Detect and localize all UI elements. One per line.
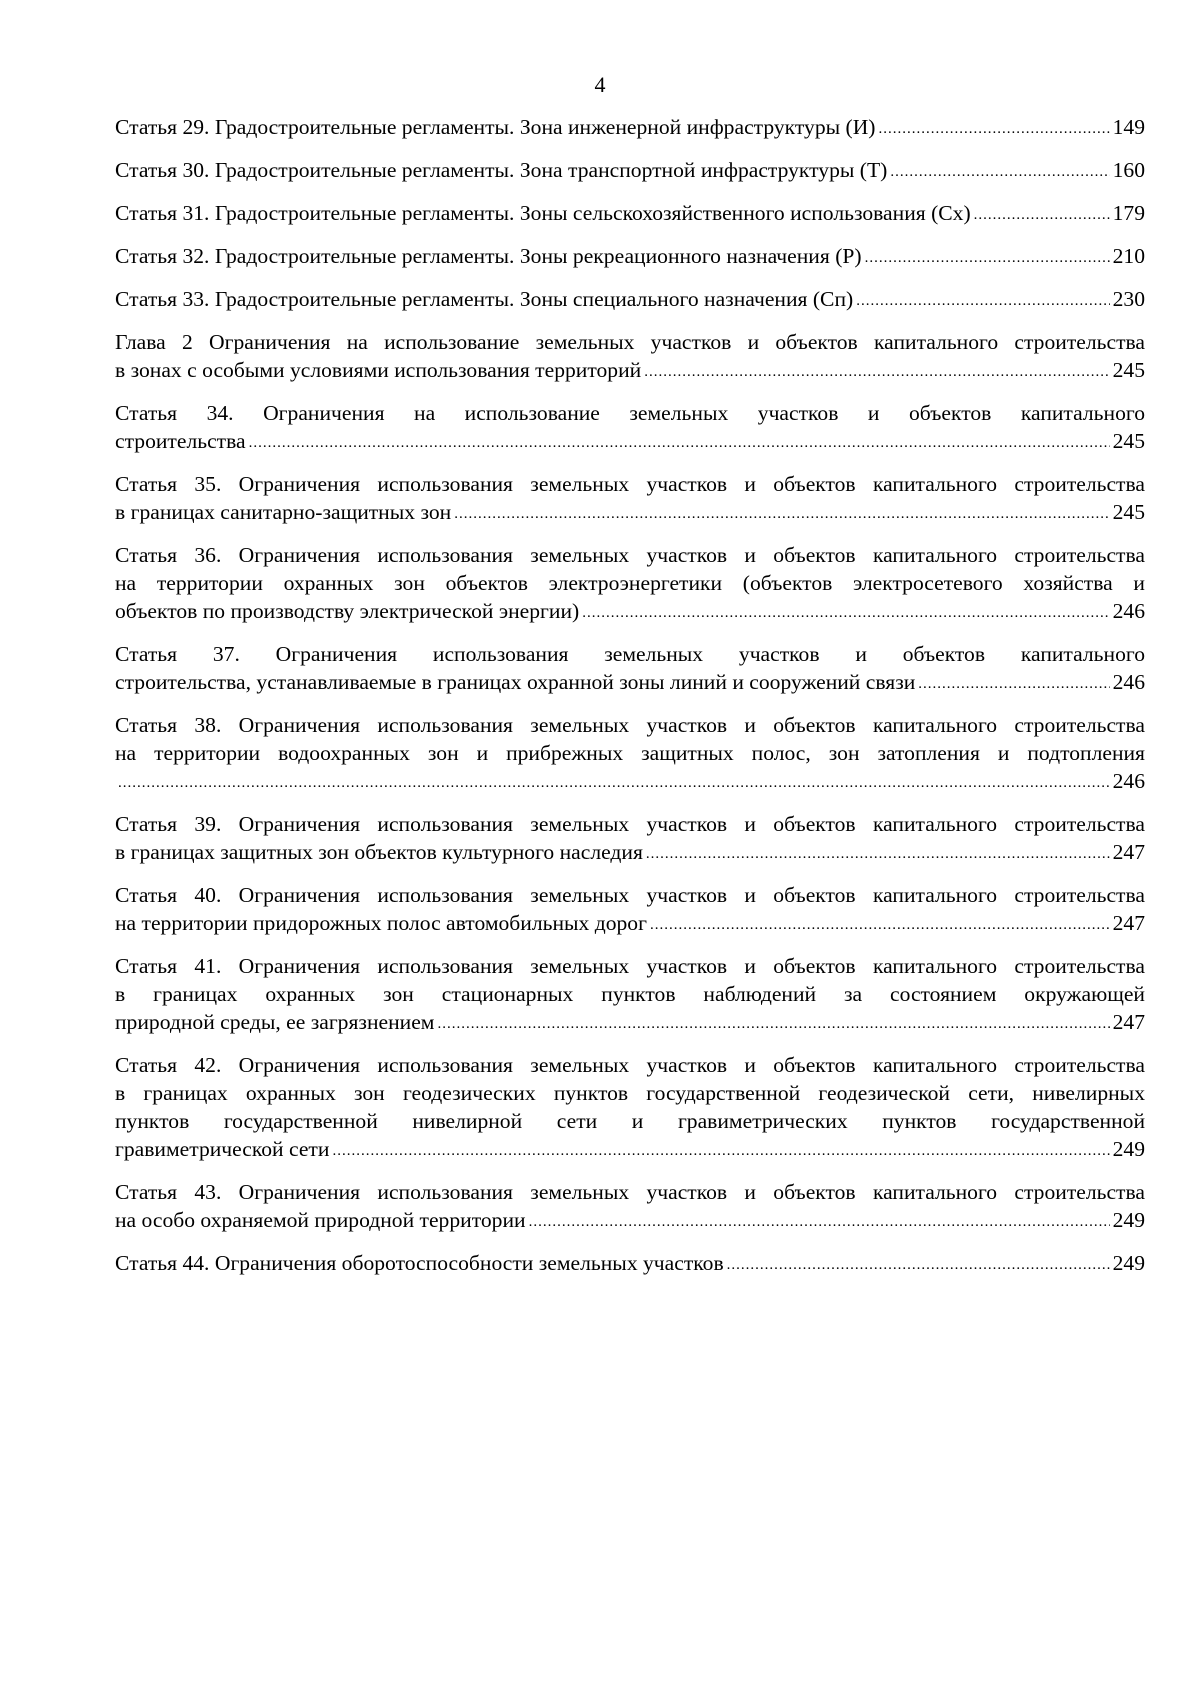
toc-entry-text: природной среды, ее загрязнением (115, 1010, 435, 1034)
toc-entry[interactable] (115, 399, 1145, 458)
toc-entry-line: Статья 42. Ограничения использования земельных участков и объектов капитального строительства (115, 1053, 1145, 1077)
toc-entry[interactable] (115, 541, 1145, 628)
toc-entry-text: в границах санитарно-защитных зон (115, 500, 452, 524)
toc-page-number: 246 (1112, 670, 1145, 694)
dot-leader (437, 1010, 1109, 1038)
toc-entry[interactable] (115, 285, 1145, 316)
toc-entry-line: пунктов государственной нивелирной сети и гравиметрических пунктов государственной (115, 1109, 1145, 1133)
toc-entry-line: Статья 34. Ограничения на использование земельных участков и объектов капитального (115, 401, 1145, 425)
toc-entry-text: Статья 29. Градостроительные регламенты. Зона инженерной инфраструктуры (И) (115, 115, 876, 139)
toc-entry-last-line (115, 356, 1145, 387)
toc-entry-text: в зонах с особыми условиями использования территорий (115, 358, 642, 382)
table-of-contents (115, 113, 1145, 1292)
dot-leader (974, 201, 1110, 229)
toc-entry[interactable] (115, 810, 1145, 869)
page-number: 4 (594, 72, 606, 97)
toc-entry-line: Статья 35. Ограничения использования земельных участков и объектов капитального строительства (115, 472, 1145, 496)
toc-page-number: 247 (1112, 840, 1145, 864)
toc-entry-line: Глава 2 Ограничения на использование земельных участков и объектов капитального строительства (115, 330, 1145, 354)
toc-entry-text: строительства (115, 429, 246, 453)
toc-entry[interactable] (115, 952, 1145, 1039)
toc-entry-last-line (115, 838, 1145, 869)
dot-leader (865, 244, 1110, 272)
toc-entry-last-line (115, 1008, 1145, 1039)
toc-page-number: 246 (1112, 599, 1145, 623)
toc-page-number: 149 (1112, 115, 1145, 139)
toc-entry-text: Статья 32. Градостроительные регламенты. Зоны рекреационного назначения (Р) (115, 244, 862, 268)
dot-leader (644, 358, 1109, 386)
toc-entry-line: на территории охранных зон объектов электроэнергетики (объектов электросетевого хозяйства и (115, 571, 1145, 595)
toc-entry-line: Статья 39. Ограничения использования земельных участков и объектов капитального строительства (115, 812, 1145, 836)
toc-entry-last-line (115, 427, 1145, 458)
dot-leader (727, 1251, 1110, 1279)
toc-entry-line: Статья 43. Ограничения использования земельных участков и объектов капитального строительства (115, 1180, 1145, 1204)
toc-entry-last-line (115, 156, 1145, 187)
toc-entry-text: на особо охраняемой природной территории (115, 1208, 526, 1232)
dot-leader (332, 1137, 1109, 1165)
toc-page-number: 246 (1112, 769, 1145, 793)
toc-entry-text: строительства, устанавливаемые в границах охранной зоны линий и сооружений связи (115, 670, 916, 694)
toc-entry-text: в границах защитных зон объектов культурного наследия (115, 840, 643, 864)
toc-entry-last-line (115, 909, 1145, 940)
toc-page-number: 247 (1112, 911, 1145, 935)
toc-entry-last-line (115, 1249, 1145, 1280)
toc-page-number: 210 (1112, 244, 1145, 268)
toc-entry-text: Статья 44. Ограничения оборотоспособности земельных участков (115, 1251, 724, 1275)
toc-entry[interactable] (115, 199, 1145, 230)
toc-entry-last-line (115, 668, 1145, 699)
toc-page-number: 249 (1112, 1208, 1145, 1232)
toc-entry[interactable] (115, 1178, 1145, 1237)
toc-page-number: 230 (1112, 287, 1145, 311)
toc-entry-last-line (115, 597, 1145, 628)
dot-leader (582, 599, 1109, 627)
toc-entry[interactable] (115, 1051, 1145, 1166)
dot-leader (249, 429, 1110, 457)
toc-entry-line: в границах охранных зон геодезических пунктов государственной геодезической сети, нивелирных (115, 1081, 1145, 1105)
toc-entry-last-line (115, 1135, 1145, 1166)
toc-entry-line: в границах охранных зон стационарных пунктов наблюдений за состоянием окружающей (115, 982, 1145, 1006)
toc-entry-text: Статья 31. Градостроительные регламенты. Зоны сельскохозяйственного использования (Сх) (115, 201, 971, 225)
dot-leader (454, 500, 1109, 528)
toc-entry-last-line (115, 242, 1145, 273)
dot-leader (856, 287, 1109, 315)
toc-page-number: 179 (1112, 201, 1145, 225)
dot-leader (118, 769, 1110, 797)
toc-entry-last-line (115, 767, 1145, 798)
dot-leader (879, 115, 1110, 143)
dot-leader (918, 670, 1109, 698)
toc-page-number: 245 (1112, 358, 1145, 382)
toc-entry-last-line (115, 1206, 1145, 1237)
toc-page-number: 249 (1112, 1137, 1145, 1161)
toc-entry-text: объектов по производству электрической энергии) (115, 599, 580, 623)
toc-entry-line: Статья 41. Ограничения использования земельных участков и объектов капитального строительства (115, 954, 1145, 978)
toc-entry-last-line (115, 498, 1145, 529)
toc-entry-last-line (115, 285, 1145, 316)
toc-entry[interactable] (115, 1249, 1145, 1280)
toc-page-number: 247 (1112, 1010, 1145, 1034)
toc-entry-text: Статья 33. Градостроительные регламенты. Зоны специального назначения (Сп) (115, 287, 854, 311)
toc-page-number: 245 (1112, 429, 1145, 453)
toc-entry[interactable] (115, 156, 1145, 187)
toc-entry-last-line (115, 113, 1145, 144)
toc-entry-last-line (115, 199, 1145, 230)
toc-entry[interactable] (115, 711, 1145, 798)
toc-entry[interactable] (115, 328, 1145, 387)
toc-entry-line: на территории водоохранных зон и прибрежных защитных полос, зон затопления и подтопления (115, 741, 1145, 765)
toc-entry-text: на территории придорожных полос автомобильных дорог (115, 911, 647, 935)
toc-page-number: 245 (1112, 500, 1145, 524)
dot-leader (646, 840, 1110, 868)
toc-entry-line: Статья 40. Ограничения использования земельных участков и объектов капитального строительства (115, 883, 1145, 907)
toc-page-number: 160 (1112, 158, 1145, 182)
toc-page-number: 249 (1112, 1251, 1145, 1275)
toc-entry[interactable] (115, 113, 1145, 144)
toc-entry-text: гравиметрической сети (115, 1137, 330, 1161)
toc-entry[interactable] (115, 640, 1145, 699)
toc-entry[interactable] (115, 470, 1145, 529)
toc-entry-line: Статья 37. Ограничения использования земельных участков и объектов капитального (115, 642, 1145, 666)
toc-entry-text: Статья 30. Градостроительные регламенты. Зона транспортной инфраструктуры (Т) (115, 158, 888, 182)
dot-leader (650, 911, 1110, 939)
dot-leader (529, 1208, 1110, 1236)
toc-entry-line: Статья 36. Ограничения использования земельных участков и объектов капитального строительства (115, 543, 1145, 567)
toc-entry[interactable] (115, 242, 1145, 273)
toc-entry-line: Статья 38. Ограничения использования земельных участков и объектов капитального строительства (115, 713, 1145, 737)
toc-entry[interactable] (115, 881, 1145, 940)
dot-leader (890, 158, 1109, 186)
